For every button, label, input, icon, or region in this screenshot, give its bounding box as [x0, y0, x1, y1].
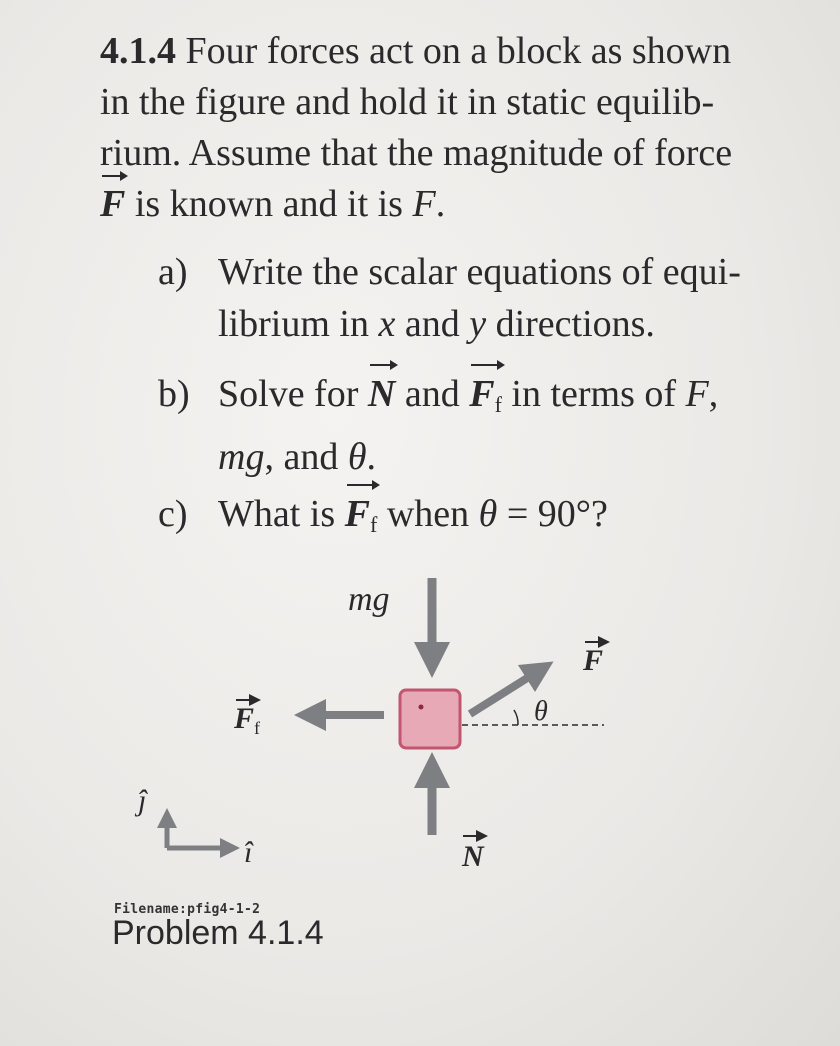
applied-force-arrow	[470, 670, 540, 714]
figure-filename: Filename:pfig4-1-2	[114, 902, 261, 917]
j-hat-label: ĵ	[138, 784, 147, 817]
problem-line-2: in the figure and hold it in static equilib-	[100, 81, 715, 123]
theta-arc	[514, 710, 518, 725]
figure-caption: Problem 4.1.4	[112, 914, 324, 952]
part-a-line-2: librium in x and y directions.	[218, 303, 655, 345]
theta-label: θ	[534, 696, 548, 727]
problem-line-3: rium. Assume that the magnitude of force	[100, 132, 733, 174]
block	[400, 690, 460, 748]
friction-vector: $F_f$	[345, 488, 378, 551]
F-label: F	[583, 644, 604, 677]
part-c-line-1: What is $F_f$ when θ = 90°?	[218, 488, 818, 551]
N-label: N	[462, 840, 484, 873]
problem-number: 4.1.4	[100, 30, 176, 72]
Ff-label: $F_f$	[234, 702, 261, 738]
part-a-line-1: Write the scalar equations of equi-	[218, 251, 741, 293]
part-b-line-2: mg, and θ.	[218, 436, 376, 478]
friction-vector: $F_f$	[469, 368, 502, 431]
i-hat-label: î	[244, 836, 253, 869]
block-dot	[419, 705, 424, 710]
mg-label: mg	[348, 581, 390, 618]
part-b-line-1: Solve for N and $F_f$ in terms of F,	[218, 368, 818, 431]
part-c-label: c)	[158, 493, 188, 535]
part-b-label: b)	[158, 373, 190, 415]
part-a-label: a)	[158, 251, 188, 293]
normal-vector: N	[368, 368, 395, 420]
problem-line-4: F is known and it is F.	[100, 179, 820, 230]
problem-line-1: 4.1.4 Four forces act on a block as shown	[100, 30, 732, 72]
force-vector-F: F	[100, 179, 125, 230]
